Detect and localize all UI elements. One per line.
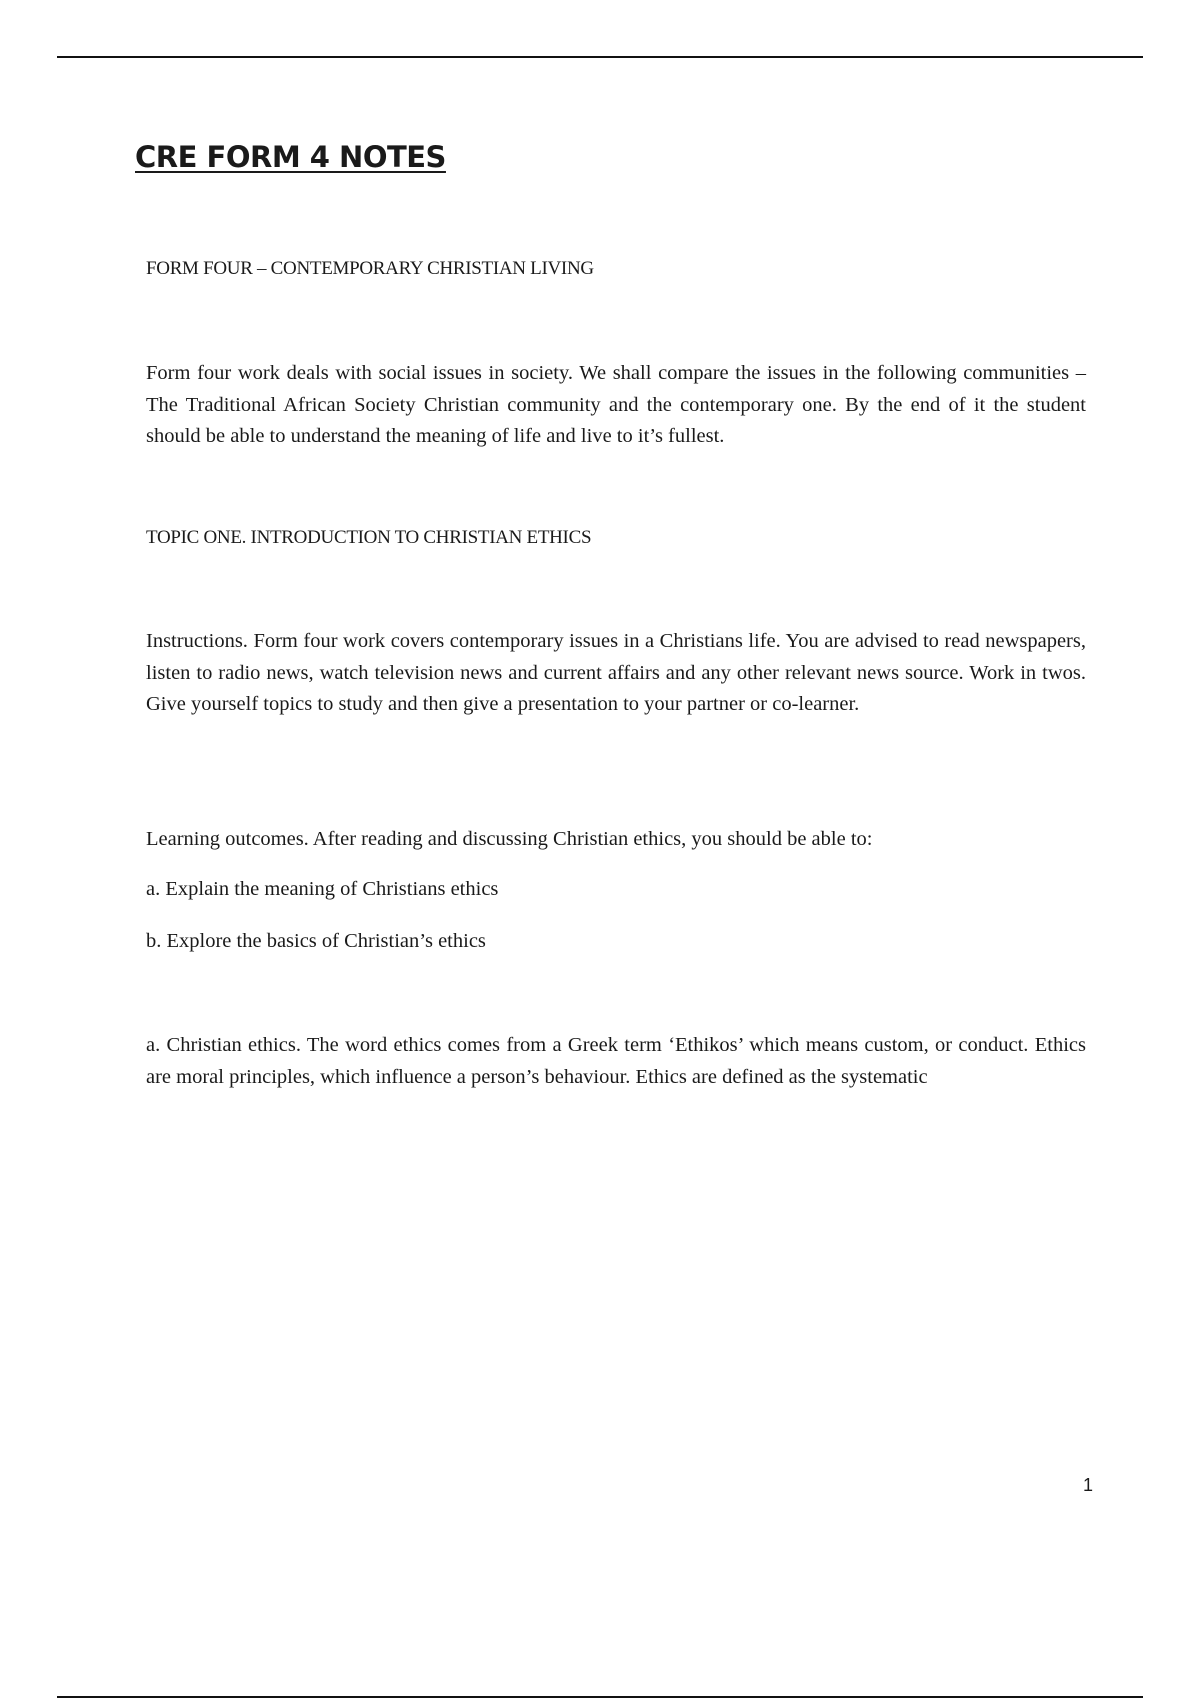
outcome-item: a. Explain the meaning of Christians ethics xyxy=(146,878,499,900)
learning-outcomes-intro: Learning outcomes. After reading and discussing Christian ethics, you should be able to: xyxy=(146,828,873,850)
section-heading: FORM FOUR – CONTEMPORARY CHRISTIAN LIVING xyxy=(146,258,594,279)
page-number: 1 xyxy=(1083,1475,1094,1495)
instructions-paragraph: Instructions. Form four work covers contemporary issues in a Christians life. You are advised to read newspapers, listen to radio news, watch television news and current affairs and any other relevant news source. Work in twos. Give yourself topics to study and then give a presentation to your partner or co-learner. xyxy=(146,630,1086,715)
page-title: CRE FORM 4 NOTES xyxy=(135,140,446,174)
top-rule xyxy=(57,56,1143,58)
topic-heading: TOPIC ONE. INTRODUCTION TO CHRISTIAN ETHICS xyxy=(146,527,592,548)
ethics-paragraph: a. Christian ethics. The word ethics comes from a Greek term ‘Ethikos’ which means custom, or conduct. Ethics are moral principles, which influence a person’s behaviour. Ethics are defined as the systematic xyxy=(146,1034,1086,1088)
intro-paragraph: Form four work deals with social issues in society. We shall compare the issues in the following communities – The Traditional African Society Christian community and the contemporary one. By the end of it the student should be able to understand the meaning of life and live to it’s fullest. xyxy=(146,362,1086,447)
outcome-item: b. Explore the basics of Christian’s ethics xyxy=(146,930,486,952)
bottom-rule xyxy=(57,1696,1143,1698)
